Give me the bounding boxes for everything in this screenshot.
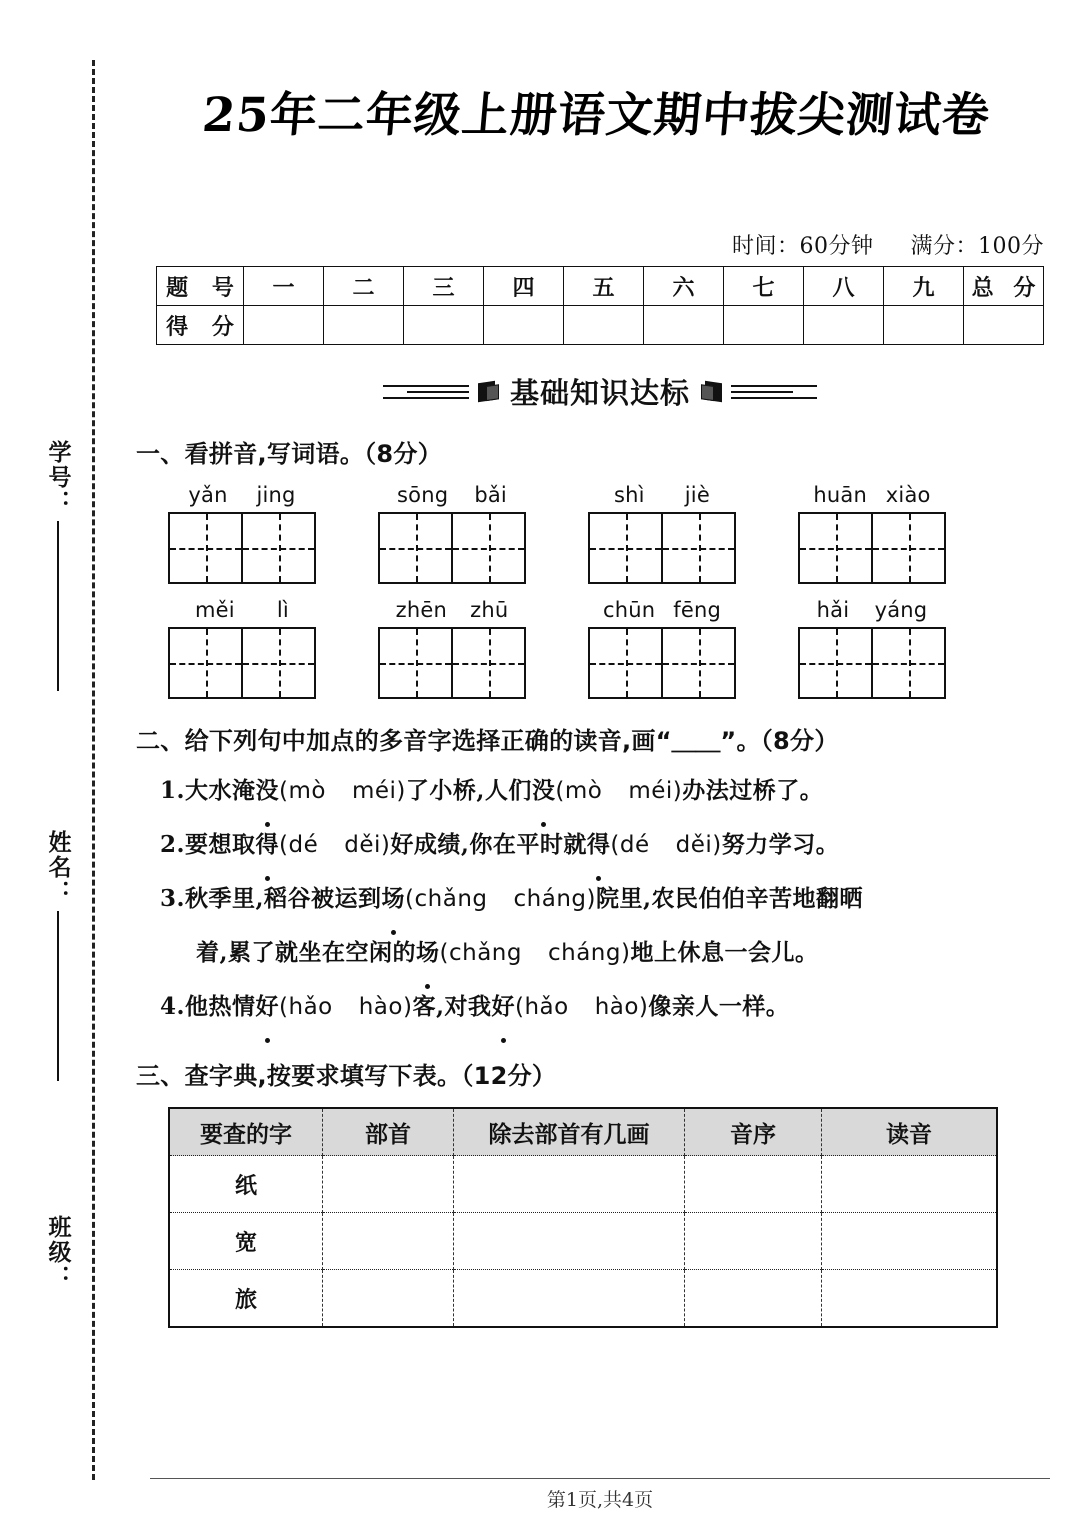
student-name-field[interactable] — [30, 830, 86, 1081]
cell-character: 宽 — [169, 1213, 323, 1270]
pinyin-option[interactable]: děi) — [344, 832, 391, 858]
tianzige-cell[interactable] — [661, 629, 734, 697]
sentence-line — [160, 980, 1080, 1034]
pinyin-option[interactable]: méi) — [628, 778, 683, 804]
tianzige-cell[interactable] — [451, 629, 524, 697]
tianzige-cell[interactable] — [170, 629, 241, 697]
pinyin-syllable: chūn — [602, 598, 656, 622]
pinyin-option[interactable]: (hǎo — [514, 994, 569, 1020]
pinyin-syllable: zhēn — [395, 598, 447, 622]
score-cell-7[interactable] — [724, 306, 804, 345]
pinyin-text — [798, 483, 946, 507]
time-limit-label: 时间：60分钟 — [732, 234, 874, 259]
sentence-number: 1. — [160, 777, 186, 804]
student-name-label: 姓名： — [44, 830, 72, 905]
page-title: 25年二年级上册语文期中拔尖测试卷 — [200, 88, 993, 143]
tianzige-box[interactable] — [798, 627, 946, 699]
sentence-text: 客,对我 — [412, 993, 492, 1020]
cut-dashed-line — [92, 60, 95, 1480]
dotted-character: 场 — [416, 926, 440, 980]
pinyin-syllable: fēng — [673, 598, 721, 622]
tianzige-box[interactable] — [168, 512, 316, 584]
sentence-text: 要想取 — [185, 831, 256, 858]
tianzige-cell[interactable] — [590, 629, 661, 697]
pinyin-grid-item — [798, 483, 946, 584]
class-field[interactable] — [30, 1215, 86, 1290]
exam-page — [120, 0, 1080, 1526]
table-row — [169, 1270, 997, 1328]
pinyin-syllable: jing — [256, 483, 296, 507]
cell-character: 纸 — [169, 1156, 323, 1213]
pinyin-syllable: zhū — [470, 598, 509, 622]
pinyin-grid-item — [378, 483, 526, 584]
score-cell-2[interactable] — [324, 306, 404, 345]
sentence-line — [160, 764, 1080, 818]
student-name-answer-line[interactable] — [57, 911, 59, 1081]
pinyin-syllable: bǎi — [474, 483, 507, 507]
tianzige-cell[interactable] — [800, 629, 871, 697]
question-col-3: 三 — [404, 267, 484, 306]
sentence-number: 3. — [160, 885, 186, 912]
tianzige-box[interactable] — [588, 512, 736, 584]
score-label: 得 分 — [157, 306, 244, 345]
tianzige-box[interactable] — [378, 512, 526, 584]
pinyin-syllable: xiào — [885, 483, 931, 507]
score-cell-6[interactable] — [644, 306, 724, 345]
pinyin-syllable: yǎn — [188, 483, 228, 507]
sentence-text: 着,累了就坐在空闲的 — [196, 939, 417, 966]
score-cell-8[interactable] — [804, 306, 884, 345]
sentence-text: 秋季里,稻谷被运到 — [185, 885, 382, 912]
pinyin-grid-item — [588, 598, 736, 699]
tianzige-cell[interactable] — [800, 514, 871, 582]
sentence-number: 2. — [160, 831, 186, 858]
header-character: 要查的字 — [169, 1108, 323, 1156]
footer-divider — [150, 1478, 1050, 1479]
tianzige-box[interactable] — [588, 627, 736, 699]
cell-stroke-count[interactable] — [454, 1270, 685, 1328]
tianzige-cell[interactable] — [241, 629, 314, 697]
cell-radical[interactable] — [323, 1156, 454, 1213]
pinyin-grid-item — [588, 483, 736, 584]
pinyin-text — [378, 483, 526, 507]
class-label: 班级： — [44, 1215, 72, 1290]
pinyin-option[interactable]: děi) — [675, 832, 722, 858]
sentence-text: 了小桥,人们 — [405, 777, 532, 804]
question-2-sentences — [160, 764, 1080, 1034]
dotted-character: 没 — [532, 764, 556, 818]
cell-radical[interactable] — [323, 1213, 454, 1270]
header-pronunciation: 读音 — [822, 1108, 998, 1156]
pinyin-option[interactable]: (mò — [279, 778, 326, 804]
score-cell-1[interactable] — [244, 306, 324, 345]
pinyin-grid-item — [378, 598, 526, 699]
pinyin-option[interactable]: (dé — [610, 832, 650, 858]
total-points-label: 满分：100分 — [910, 234, 1044, 259]
question-col-8: 八 — [804, 267, 884, 306]
pinyin-syllable: yáng — [874, 598, 928, 622]
cell-radical[interactable] — [323, 1270, 454, 1328]
pinyin-option[interactable]: cháng) — [547, 940, 631, 966]
bookmark-flag-icon-right — [705, 381, 722, 402]
pinyin-text — [168, 483, 316, 507]
bookmark-flag-icon — [478, 381, 495, 402]
sentence-text: 他热情 — [185, 993, 256, 1020]
score-cell-4[interactable] — [484, 306, 564, 345]
dotted-character: 没 — [256, 764, 280, 818]
left-margin-column — [0, 0, 120, 1526]
table-row — [169, 1213, 997, 1270]
sentence-text: 院里,农民伯伯辛苦地翻晒 — [595, 885, 863, 912]
dotted-character: 场 — [382, 872, 406, 926]
sentence-text: 好成绩,你在平时就 — [390, 831, 587, 858]
question-col-7: 七 — [724, 267, 804, 306]
pinyin-option[interactable]: cháng) — [513, 886, 596, 912]
cell-pronunciation[interactable] — [822, 1270, 998, 1328]
dotted-character: 得 — [256, 818, 280, 872]
sentence-line — [160, 872, 1080, 926]
pinyin-grid-item — [798, 598, 946, 699]
tianzige-cell[interactable] — [241, 514, 314, 582]
cell-initial[interactable] — [685, 1270, 822, 1328]
pinyin-grid-row-2 — [168, 598, 1080, 699]
question-col-6: 六 — [644, 267, 724, 306]
pinyin-syllable: sōng — [397, 483, 449, 507]
section-banner — [120, 371, 1080, 412]
sentence-line — [160, 818, 1080, 872]
score-cell-total[interactable] — [964, 306, 1044, 345]
pinyin-grid-item — [168, 483, 316, 584]
score-table-value-row — [157, 306, 1044, 345]
question-col-9: 九 — [884, 267, 964, 306]
cell-stroke-count[interactable] — [454, 1156, 685, 1213]
pinyin-syllable: měi — [195, 598, 235, 622]
pinyin-text — [798, 598, 946, 622]
tianzige-cell[interactable] — [170, 514, 241, 582]
question-1-heading: 一、看拼音,写词语。（8分） — [136, 440, 443, 468]
tianzige-cell[interactable] — [871, 629, 944, 697]
page-number: 第1页,共4页 — [546, 1489, 654, 1511]
exam-meta — [120, 229, 1044, 260]
header-stroke-count: 除去部首有几画 — [454, 1108, 685, 1156]
question-col-2: 二 — [324, 267, 404, 306]
question-3-heading: 三、查字典,按要求填写下表。（12分） — [136, 1062, 557, 1090]
pinyin-option[interactable]: (hǎo — [279, 994, 333, 1020]
sentence-text: 地上休息一会儿。 — [630, 939, 819, 966]
tianzige-cell[interactable] — [451, 514, 524, 582]
tianzige-cell[interactable] — [380, 514, 451, 582]
sentence-text: 像亲人一样。 — [648, 993, 790, 1020]
score-cell-9[interactable] — [884, 306, 964, 345]
question-col-4: 四 — [484, 267, 564, 306]
pinyin-text — [378, 598, 526, 622]
header-radical: 部首 — [323, 1108, 454, 1156]
sentence-line — [196, 926, 1080, 980]
tianzige-box[interactable] — [378, 627, 526, 699]
pinyin-syllable: hǎi — [816, 598, 850, 622]
question-number-label: 题 号 — [157, 267, 244, 306]
sentence-text: 办法过桥了。 — [682, 777, 824, 804]
pinyin-option[interactable]: méi) — [351, 778, 406, 804]
cell-stroke-count[interactable] — [454, 1213, 685, 1270]
tianzige-box[interactable] — [168, 627, 316, 699]
student-id-label: 学号： — [44, 440, 72, 515]
pinyin-option[interactable]: hào) — [358, 994, 413, 1020]
banner-left-rules — [383, 385, 469, 399]
cell-pronunciation[interactable] — [822, 1213, 998, 1270]
dotted-character: 好 — [491, 980, 515, 1034]
pinyin-option[interactable]: hào) — [594, 994, 649, 1020]
question-col-5: 五 — [564, 267, 644, 306]
tianzige-box[interactable] — [798, 512, 946, 584]
cell-character: 旅 — [169, 1270, 323, 1328]
pinyin-syllable: shì — [614, 483, 645, 507]
score-table-header-row — [157, 267, 1044, 306]
tianzige-cell[interactable] — [590, 514, 661, 582]
question-col-1: 一 — [244, 267, 324, 306]
cell-initial[interactable] — [685, 1156, 822, 1213]
cell-initial[interactable] — [685, 1213, 822, 1270]
page-footer — [120, 1478, 1080, 1512]
header-initial: 音序 — [685, 1108, 822, 1156]
pinyin-text — [168, 598, 316, 622]
cell-pronunciation[interactable] — [822, 1156, 998, 1213]
dotted-character: 好 — [256, 980, 280, 1034]
tianzige-cell[interactable] — [871, 514, 944, 582]
score-cell-3[interactable] — [404, 306, 484, 345]
sentence-text: 努力学习。 — [721, 831, 840, 858]
dictionary-header-row — [169, 1108, 997, 1156]
pinyin-grid-row-1 — [168, 483, 1080, 584]
pinyin-grid-item — [168, 598, 316, 699]
pinyin-syllable: jiè — [684, 483, 710, 507]
pinyin-option[interactable]: (chǎng — [439, 940, 522, 966]
sentence-text: 大水淹 — [185, 777, 256, 804]
student-id-answer-line[interactable] — [57, 521, 59, 691]
sentence-number: 4. — [160, 993, 186, 1020]
tianzige-cell[interactable] — [380, 629, 451, 697]
pinyin-text — [588, 483, 736, 507]
pinyin-syllable: huān — [813, 483, 867, 507]
pinyin-text — [588, 598, 736, 622]
pinyin-syllable: lì — [276, 598, 289, 622]
score-cell-5[interactable] — [564, 306, 644, 345]
total-score-header: 总 分 — [964, 267, 1044, 306]
pinyin-option[interactable]: (mò — [555, 778, 603, 804]
question-2-heading: 二、给下列句中加点的多音字选择正确的读音,画“＿＿”。（8分） — [136, 727, 839, 755]
dotted-character: 得 — [587, 818, 611, 872]
pinyin-option[interactable]: (dé — [279, 832, 319, 858]
dictionary-table — [168, 1107, 998, 1328]
pinyin-option[interactable]: (chǎng — [405, 886, 488, 912]
table-row — [169, 1156, 997, 1213]
score-table — [156, 266, 1044, 345]
banner-right-rules — [731, 385, 817, 399]
tianzige-cell[interactable] — [661, 514, 734, 582]
section-title: 基础知识达标 — [509, 376, 690, 410]
student-id-field[interactable] — [30, 440, 86, 691]
